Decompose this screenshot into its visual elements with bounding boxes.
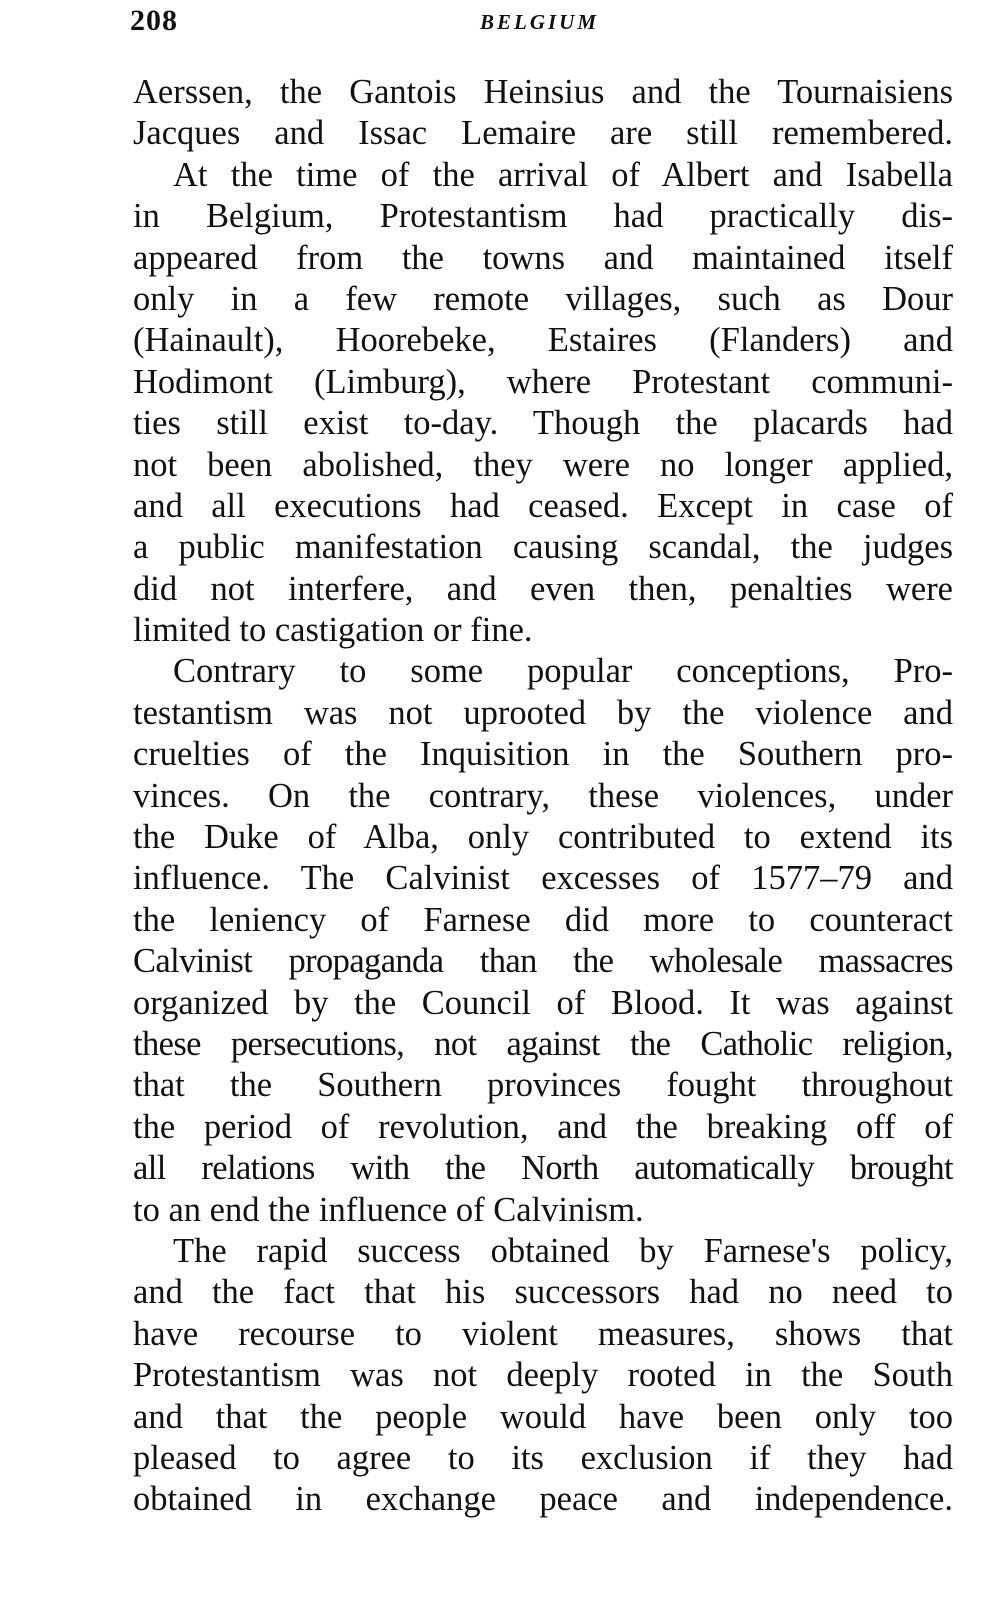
- page-header: [130, 4, 950, 44]
- text-line: ties still exist to-day. Though the placards had: [133, 404, 953, 443]
- text-line: the period of revolution, and the breaking off of: [133, 1107, 953, 1146]
- paragraph-end-line: to an end the influence of Calvinism.: [133, 1190, 644, 1229]
- text-line: that the Southern provinces fought throughout: [133, 1066, 953, 1105]
- text-line: Protestantism was not deeply rooted in the South: [133, 1356, 953, 1395]
- running-head: BELGIUM: [480, 10, 600, 34]
- paragraph-start-line: Contrary to some popular conceptions, Pro-: [173, 652, 953, 691]
- text-line: in Belgium, Protestantism had practically dis-: [133, 197, 953, 236]
- text-line: and the fact that his successors had no need to: [133, 1273, 953, 1312]
- text-line: and that the people would have been only too: [133, 1397, 953, 1436]
- text-line: appeared from the towns and maintained itself: [133, 238, 953, 277]
- text-line: testantism was not uprooted by the violence and: [133, 693, 953, 732]
- text-line: and all executions had ceased. Except in case of: [133, 486, 953, 525]
- text-line: Jacques and Issac Lemaire are still remembered.: [133, 114, 953, 153]
- paragraph-end-line: limited to castigation or fine.: [133, 611, 533, 650]
- text-line: Aerssen, the Gantois Heinsius and the Tournaisiens: [133, 73, 953, 111]
- text-line: the Duke of Alba, only contributed to extend its: [133, 818, 953, 857]
- text-line: Calvinist propaganda than the wholesale massacres: [133, 942, 953, 981]
- text-line: influence. The Calvinist excesses of 1577–79 and: [133, 859, 953, 898]
- paragraph-start-line: The rapid success obtained by Farnese's policy,: [173, 1231, 953, 1270]
- text-line: only in a few remote villages, such as Dour: [133, 279, 953, 318]
- text-line: a public manifestation causing scandal, the judges: [133, 528, 953, 567]
- page-number: 208: [130, 4, 178, 37]
- text-line: pleased to agree to its exclusion if they had: [133, 1438, 953, 1477]
- text-line: obtained in exchange peace and independence.: [133, 1480, 953, 1519]
- text-line: not been abolished, they were no longer applied,: [133, 445, 953, 484]
- text-line: cruelties of the Inquisition in the Southern pro-: [133, 735, 953, 774]
- text-line: all relations with the North automatically brought: [133, 1149, 953, 1188]
- text-line: (Hainault), Hoorebeke, Estaires (Flanders) and: [133, 321, 953, 360]
- body-text: [133, 72, 953, 1521]
- text-line: Hodimont (Limburg), where Protestant communi-: [133, 362, 953, 401]
- text-line: vinces. On the contrary, these violences, under: [133, 776, 953, 815]
- text-line: the leniency of Farnese did more to counteract: [133, 900, 953, 939]
- paragraph-start-line: At the time of the arrival of Albert and Isabella: [173, 155, 953, 194]
- text-line: these persecutions, not against the Catholic religion,: [133, 1024, 953, 1063]
- text-line: did not interfere, and even then, penalties were: [133, 569, 953, 608]
- text-line: organized by the Council of Blood. It was against: [133, 983, 953, 1022]
- text-line: have recourse to violent measures, shows that: [133, 1314, 953, 1353]
